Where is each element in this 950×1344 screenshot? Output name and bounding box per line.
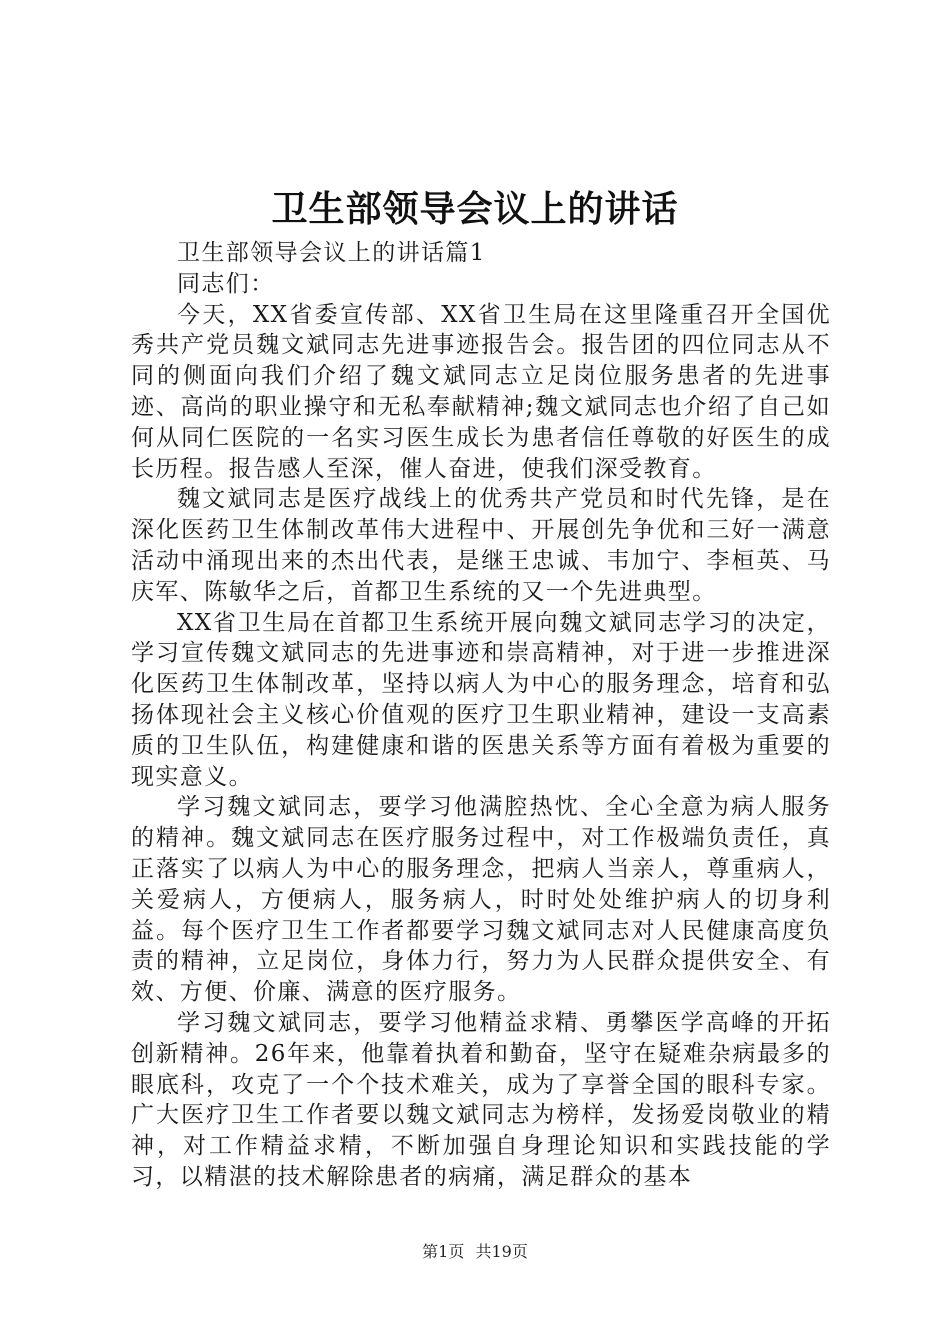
paragraph: 今天，XX省委宣传部、XX省卫生局在这里隆重召开全国优秀共产党员魏文斌同志先进事迹报告会。报告团的四位同志从不同的侧面向我们介绍了魏文斌同志立足岗位服务患者的先进事迹、高尚的职业操守和无私奉献精神;魏文斌同志也介绍了自己如何从同仁医院的一名实习医生成长为患者信任尊敬的好医生的成长历程。报告感人至深，催人奋进，使我们深受教育。 xyxy=(131,301,831,482)
page-total: 共19页 xyxy=(475,1242,528,1261)
salutation: 同志们： xyxy=(177,270,275,297)
paragraph: 学习魏文斌同志，要学习他精益求精、勇攀医学高峰的开拓创新精神。26年来，他靠着执着和勤奋，坚守在疑难杂病最多的眼底科，攻克了一个个技术难关，成为了享誉全国的眼科专家。广大医疗卫生工作者要以魏文斌同志为榜样，发扬爱岗敬业的精神，对工作精益求精，不断加强自身理论知识和实践技能的学习，以精湛的技术解除患者的病痛，满足群众的基本 xyxy=(131,1009,831,1190)
page-footer xyxy=(0,1240,950,1264)
document-subtitle: 卫生部领导会议上的讲话篇1 xyxy=(177,240,486,266)
document-body xyxy=(131,238,831,1193)
document-title: 卫生部领导会议上的讲话 xyxy=(271,188,679,230)
paragraph: 魏文斌同志是医疗战线上的优秀共产党员和时代先锋，是在深化医药卫生体制改革伟大进程中、开展创先争优和三好一满意活动中涌现出来的杰出代表，是继王忠诚、韦加宁、李桓英、马庆军、陈敏华之后，首都卫生系统的又一个先进典型。 xyxy=(131,486,831,605)
paragraph: XX省卫生局在首都卫生系统开展向魏文斌同志学习的决定，学习宣传魏文斌同志的先进事迹和崇高精神，对于进一步推进深化医药卫生体制改革，坚持以病人为中心的服务理念，培育和弘扬体现社会主义核心价值观的医疗卫生职业精神，建设一支高素质的卫生队伍，构建健康和谐的医患关系等方面有着极为重要的现实意义。 xyxy=(131,609,831,790)
paragraph: 学习魏文斌同志，要学习他满腔热忱、全心全意为病人服务的精神。魏文斌同志在医疗服务过程中，对工作极端负责任，真正落实了以病人为中心的服务理念，把病人当亲人，尊重病人，关爱病人，方便病人，服务病人，时时处处维护病人的切身利益。每个医疗卫生工作者都要学习魏文斌同志对人民健康高度负责的精神，立足岗位，身体力行，努力为人民群众提供安全、有效、方便、价廉、满意的医疗服务。 xyxy=(131,794,831,1006)
page-number: 第1页 xyxy=(422,1242,465,1261)
